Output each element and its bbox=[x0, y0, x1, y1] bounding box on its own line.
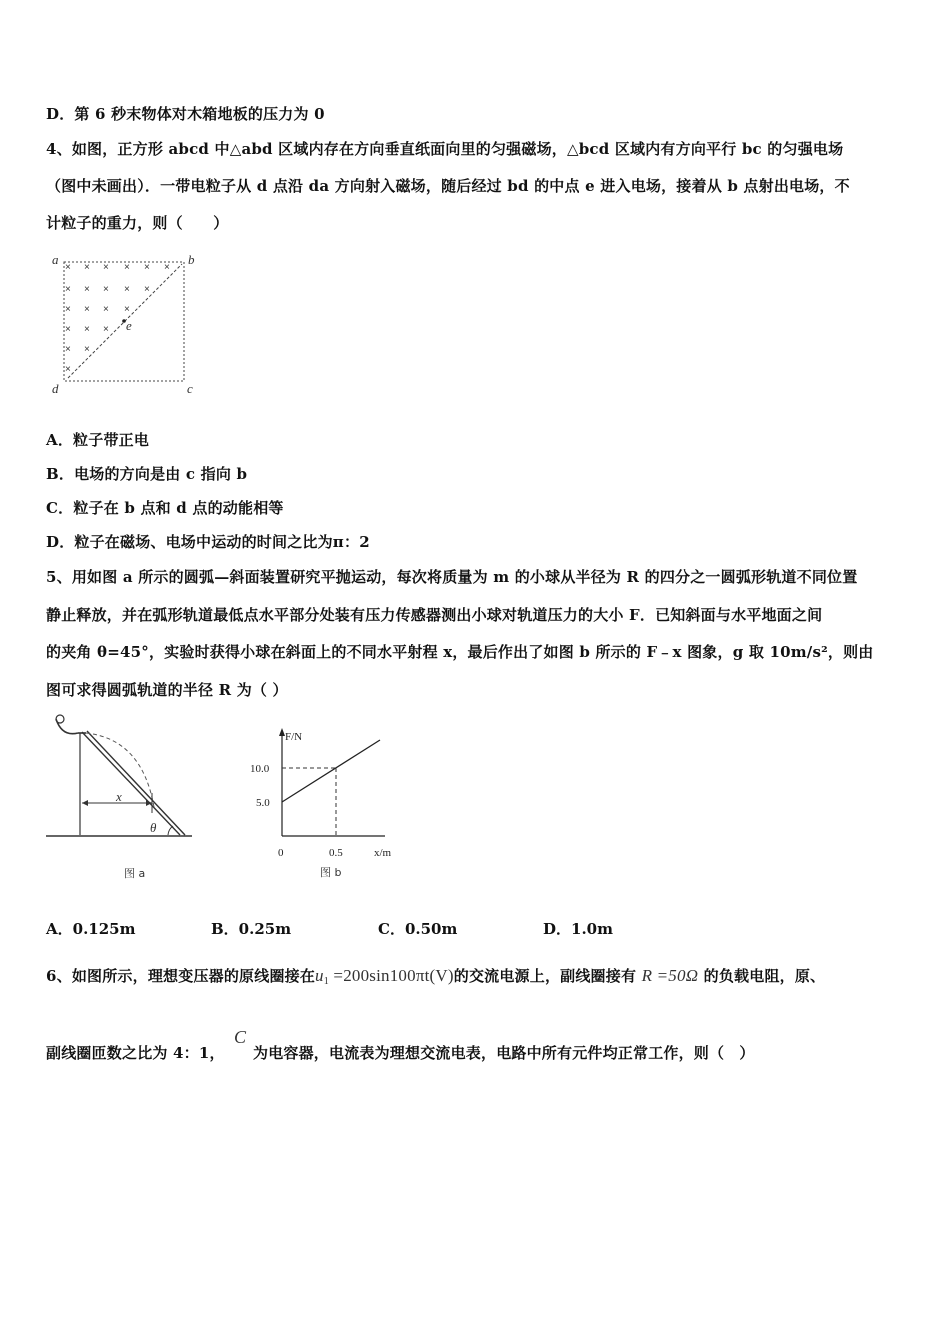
q4-option-b: B．电场的方向是由 c 指向 b bbox=[46, 465, 248, 483]
x-tick-05: 0.5 bbox=[329, 847, 343, 859]
cross-mark: × bbox=[124, 304, 130, 315]
cross-mark: × bbox=[84, 284, 90, 295]
q4-stem-line3: 计粒子的重力，则（ ） bbox=[46, 214, 229, 232]
label-b: b bbox=[188, 252, 195, 267]
cross-mark: × bbox=[103, 304, 109, 315]
cross-mark: × bbox=[65, 364, 71, 375]
cross-mark: × bbox=[164, 262, 170, 273]
cross-mark: × bbox=[124, 262, 130, 273]
label-d: d bbox=[52, 381, 59, 396]
cross-mark: × bbox=[65, 284, 71, 295]
cross-mark: × bbox=[65, 304, 71, 315]
cross-mark: × bbox=[84, 262, 90, 273]
q4-stem-line1: 4、如图，正方形 abcd 中△abd 区域内存在方向垂直纸面向里的匀强磁场，△bcd 区域内有方向平行 bc 的匀强电场 bbox=[46, 140, 844, 158]
y-tick-5: 5.0 bbox=[256, 797, 270, 809]
q5-option-b: B．0.25m bbox=[211, 920, 292, 938]
capacitor-symbol: C bbox=[234, 1027, 247, 1047]
q5-stem-line3: 的夹角 θ=45°，实验时获得小球在斜面上的不同水平射程 x，最后作出了如图 b 所示的 F﹣x 图象，g 取 10m/s²，则由 bbox=[46, 643, 874, 661]
q5-stem-line2: 静止释放，并在弧形轨道最低点水平部分处装有压力传感器测出小球对轨道压力的大小 F．已知斜面与水平地面之间 bbox=[46, 606, 823, 624]
cross-mark: × bbox=[144, 262, 150, 273]
graph-line bbox=[282, 740, 380, 802]
cross-mark: × bbox=[124, 284, 130, 295]
q5-stem-line4: 图可求得圆弧轨道的半径 R 为（ ） bbox=[46, 681, 288, 699]
q6-stem-line2b: 为电容器，电流表为理想交流电表，电路中所有元件均正常工作，则（ ） bbox=[253, 1044, 755, 1062]
x-tick-0: 0 bbox=[278, 847, 284, 859]
cross-mark: × bbox=[84, 324, 90, 335]
label-a: a bbox=[52, 252, 59, 267]
q5-stem-line1: 5、用如图 a 所示的圆弧—斜面装置研究平抛运动，每次将质量为 m 的小球从半径为 R 的四分之一圆弧形轨道不同位置 bbox=[46, 568, 858, 586]
label-e: e bbox=[126, 318, 132, 333]
y-axis-label: F/N bbox=[285, 731, 303, 743]
q4-square-figure bbox=[46, 250, 206, 398]
q4-option-a: A．粒子带正电 bbox=[46, 431, 150, 449]
q5-option-c: C．0.50m bbox=[378, 920, 458, 938]
q5-figure-b bbox=[240, 722, 410, 888]
y-tick-10: 10.0 bbox=[250, 763, 270, 775]
formula-R: R =50Ω bbox=[641, 966, 699, 985]
label-x: x bbox=[116, 789, 122, 804]
q4-option-d: D．粒子在磁场、电场中运动的时间之比为π：2 bbox=[46, 533, 370, 551]
formula-u1: $u_1 =200\sin 100\pi t(V)$ bbox=[315, 966, 454, 987]
cross-mark: × bbox=[103, 324, 109, 335]
cross-mark: × bbox=[144, 284, 150, 295]
cross-mark: × bbox=[103, 284, 109, 295]
q5-figure-a bbox=[42, 705, 202, 885]
cross-mark: × bbox=[84, 344, 90, 355]
label-theta: θ bbox=[150, 820, 157, 835]
q5-option-a: A．0.125m bbox=[46, 920, 136, 938]
q4-stem-line2: （图中未画出）．一带电粒子从 d 点沿 da 方向射入磁场，随后经过 bd 的中点 e 进入电场，接着从 b 点射出电场，不 bbox=[46, 177, 850, 195]
caption-a: 图 a bbox=[124, 867, 146, 880]
q6-stem-line2a: 副线圈匝数之比为 4：1， bbox=[46, 1044, 225, 1062]
cross-mark: × bbox=[84, 304, 90, 315]
cross-mark: × bbox=[65, 262, 71, 273]
q5-option-d: D．1.0m bbox=[543, 920, 613, 938]
cross-mark: × bbox=[65, 344, 71, 355]
cross-mark: × bbox=[103, 262, 109, 273]
q4-option-c: C．粒子在 b 点和 d 点的动能相等 bbox=[46, 499, 284, 517]
x-axis-label: x/m bbox=[374, 847, 392, 859]
caption-b: 图 b bbox=[320, 866, 342, 879]
label-c: c bbox=[187, 381, 193, 396]
q6-stem-line1: 6、如图所示，理想变压器的原线圈接在$u_1 =200\sin 100\pi t(V)$的交流电源上，副线圈接有 R =50Ω 的负载电阻，原、 bbox=[46, 966, 826, 987]
q3-option-d: D．第 6 秒末物体对木箱地板的压力为 0 bbox=[46, 105, 325, 123]
cross-mark: × bbox=[65, 324, 71, 335]
